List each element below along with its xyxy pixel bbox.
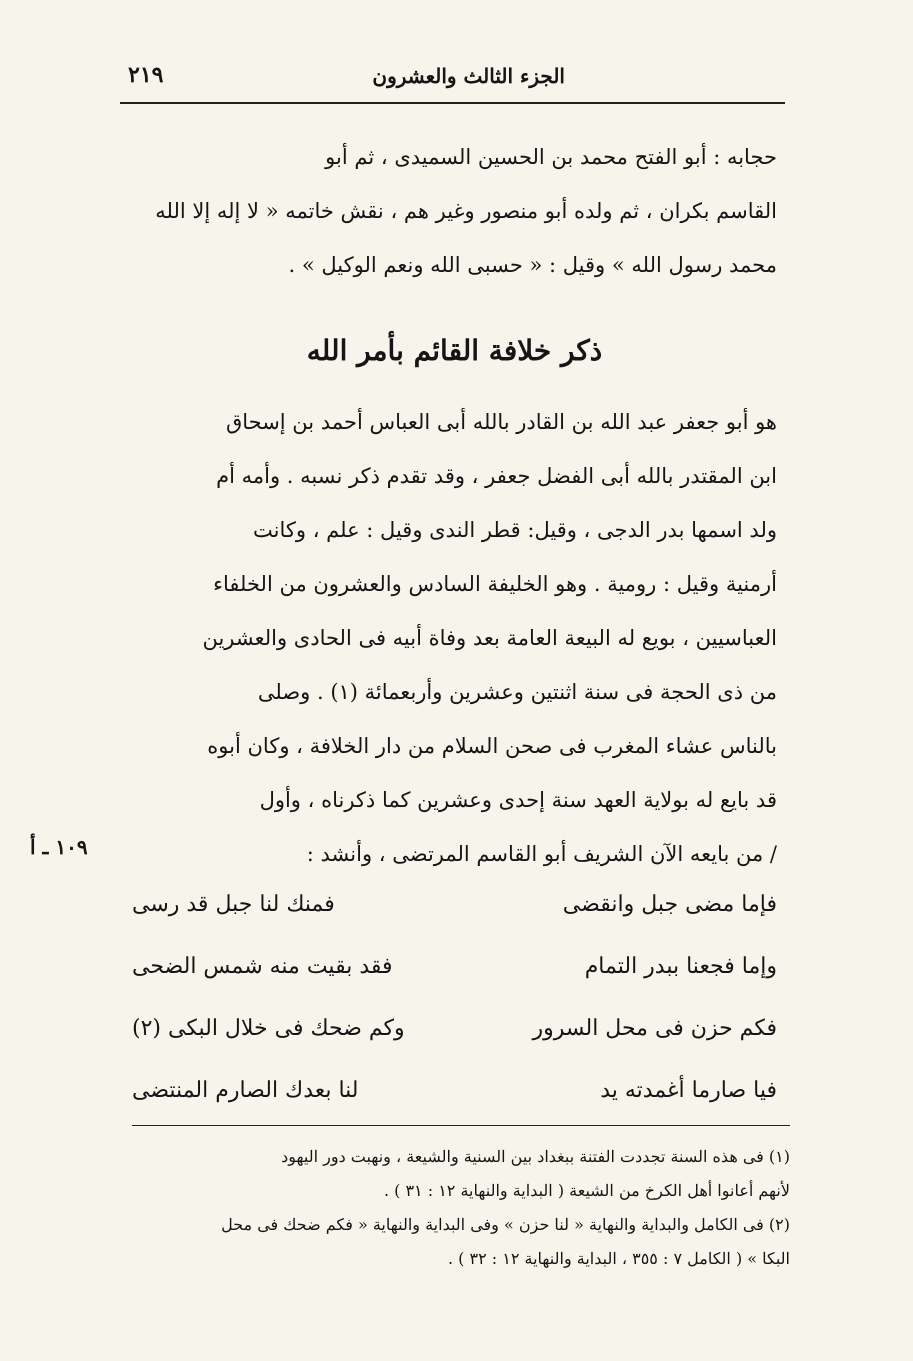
running-head [120,58,785,104]
body-line: من ذى الحجة فى سنة اثنتين وعشرين وأربعمائة (١) . وصلى [257,680,777,704]
poem-verse [132,1068,777,1130]
poem-hemistich-second: فقد بقيت منه شمس الضحى [132,954,393,979]
footnote-line: البكا » ( الكامل ٧ : ٣٥٥ ، البداية والنهاية ١٢ : ٣٢ ) . [447,1249,790,1268]
poem-hemistich-second: وكم ضحك فى خلال البكى (٢) [132,1016,405,1041]
footnote-line: (٢) فى الكامل والبداية والنهاية « لنا حزن » وفى البداية والنهاية « فكم ضحك فى محل [221,1215,790,1234]
running-head-title: الجزء الثالث والعشرون [372,64,565,88]
poem [132,882,777,1130]
intro-line: محمد رسول الله » وقيل : « حسبى الله ونعم الوكيل » . [288,253,777,277]
main-paragraph [132,395,777,881]
margin-folio-note: ١٠٩ ـ أ [30,835,88,859]
intro-paragraph [132,130,777,292]
body-line: أرمنية وقيل : رومية . وهو الخليفة السادس والعشرون من الخلفاء [213,572,777,596]
poem-verse [132,944,777,1006]
section-title: ذكر خلافة القائم بأمر الله [306,334,603,367]
body-line: هو أبو جعفر عبد الله بن القادر بالله أبى العباس أحمد بن إسحاق [225,410,777,434]
footnote-divider [132,1125,790,1126]
footnote-line: (١) فى هذه السنة تجددت الفتنة ببغداد بين السنية والشيعة ، ونهبت دور اليهود [281,1147,790,1166]
poem-hemistich-second: لنا بعدك الصارم المنتضى [132,1078,359,1103]
intro-line: حجابه : أبو الفتح محمد بن الحسين السميدى ، ثم أبو [325,145,777,169]
poem-hemistich-second: فمنك لنا جبل قد رسى [132,892,335,917]
body-line: العباسيين ، بويع له البيعة العامة بعد وفاة أبيه فى الحادى والعشرين [202,626,777,650]
intro-line: القاسم بكران ، ثم ولده أبو منصور وغير هم ، نقش خاتمه « لا إله إلا الله [155,199,777,223]
body-line: قد بايع له بولاية العهد سنة إحدى وعشرين كما ذكرناه ، وأول [259,788,777,812]
body-line: ولد اسمها بدر الدجى ، وقيل: قطر الندى وقيل : علم ، وكانت [253,518,777,542]
poem-hemistich-first: فيا صارما أغمدته يد [600,1078,777,1103]
body-line: بالناس عشاء المغرب فى صحن السلام من دار الخلافة ، وكان أبوه [207,734,777,758]
poem-hemistich-first: فكم حزن فى محل السرور [532,1016,777,1041]
footnotes [132,1140,790,1276]
poem-verse [132,882,777,944]
body-line: / من بايعه الآن الشريف أبو القاسم المرتضى ، وأنشد : [306,842,777,866]
footnote-line: لأنهم أعانوا أهل الكرخ من الشيعة ( البداية والنهاية ١٢ : ٣١ ) . [383,1181,790,1200]
poem-hemistich-first: فإما مضى جبل وانقضى [562,892,777,917]
body-line: ابن المقتدر بالله أبى الفضل جعفر ، وقد تقدم ذكر نسبه . وأمه أم [216,464,777,488]
poem-verse [132,1006,777,1068]
poem-hemistich-first: وإما فجعنا ببدر التمام [584,954,777,979]
page-number: ٢١٩ [128,62,164,88]
